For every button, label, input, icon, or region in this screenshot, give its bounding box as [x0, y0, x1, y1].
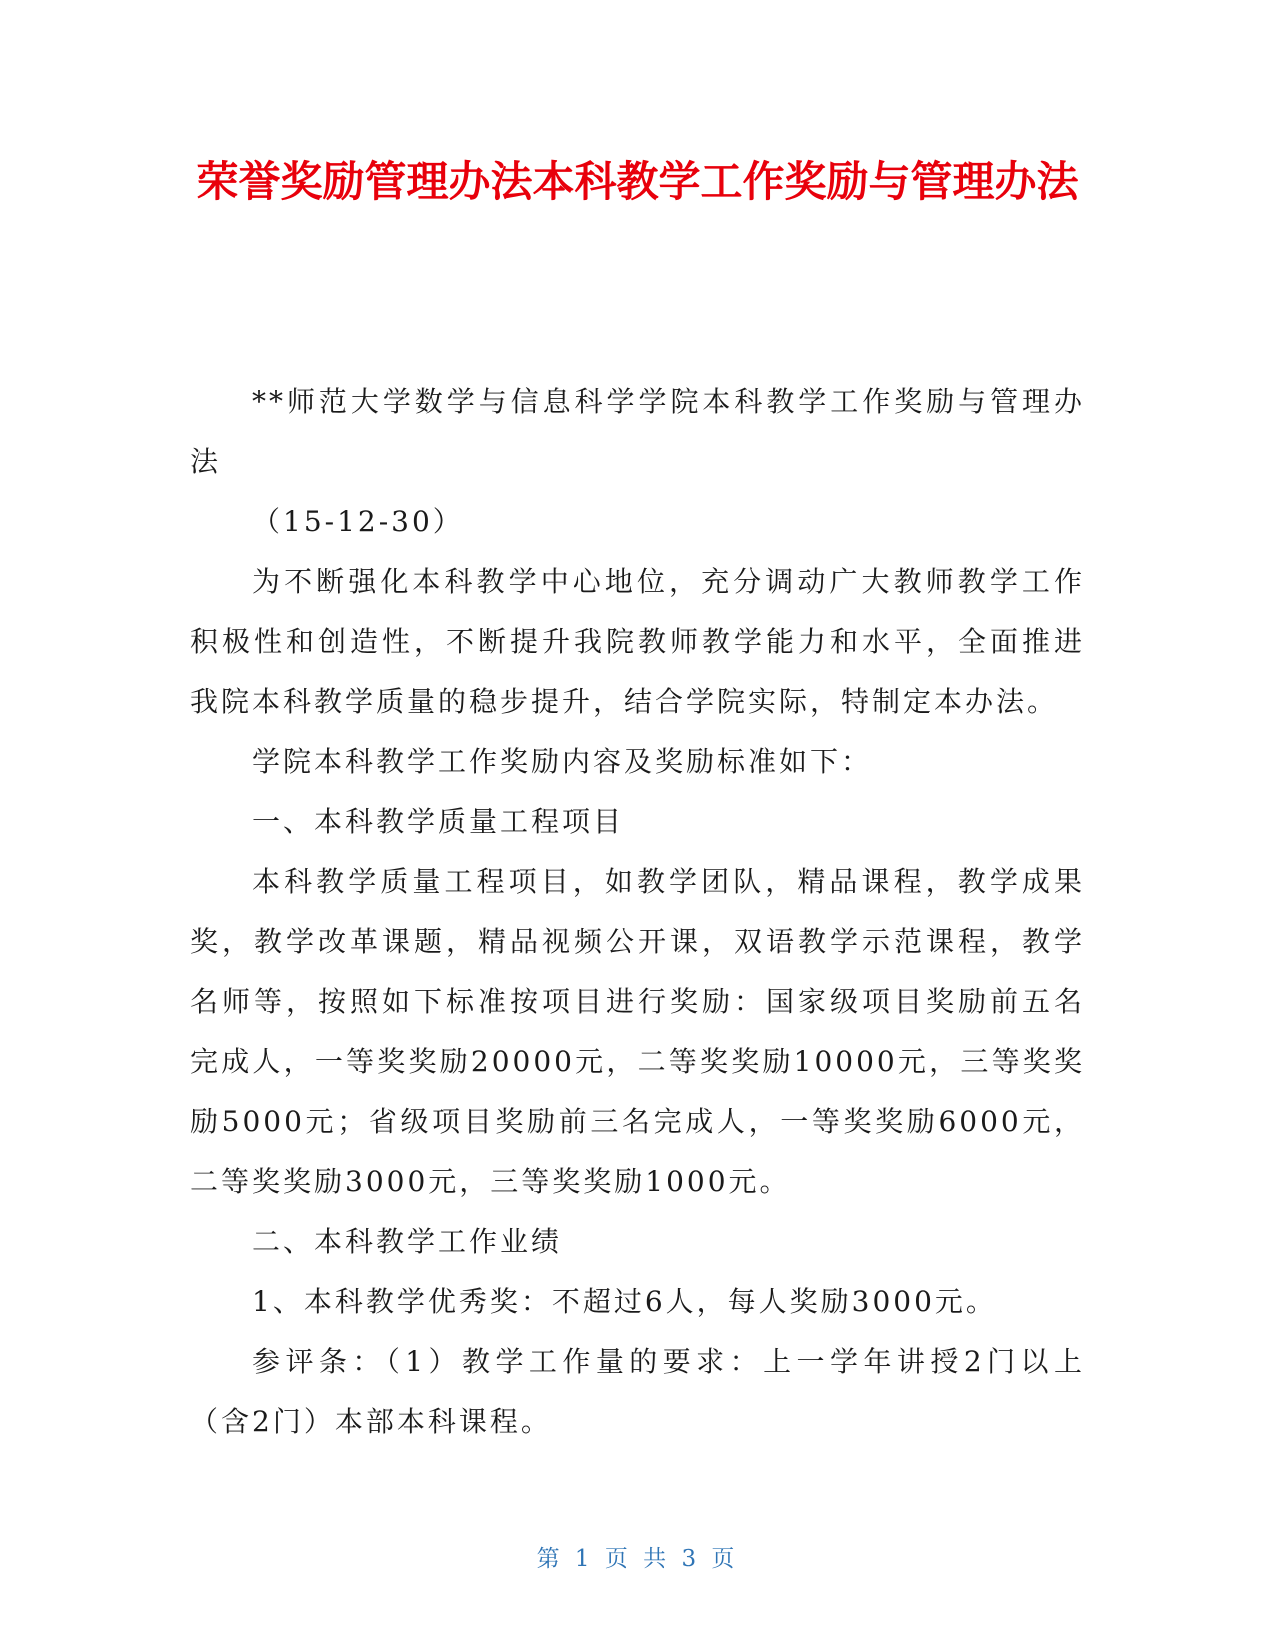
footer-prefix: 第 [536, 1546, 564, 1572]
quality-project-paragraph: 本科教学质量工程项目，如教学团队，精品课程，教学成果奖，教学改革课题，精品视频公开课，双语教学示范课程，教学名师等，按照如下标准按项目进行奖励：国家级项目奖励前五名完成人，一等奖奖励20000元，二等奖奖励10000元，三等奖奖励5000元；省级项目奖励前三名完成人，一等奖奖励6000元，二等奖奖励3000元，三等奖奖励1000元。 [190, 865, 1085, 1198]
subtitle-paragraph: **师范大学数学与信息科学学院本科教学工作奖励与管理办法 [190, 385, 1085, 478]
page-footer [0, 1540, 1275, 1573]
date-paragraph: （15-12-30） [252, 505, 464, 538]
section-heading-2: 二、本科教学工作业绩 [252, 1225, 563, 1258]
excellence-award-paragraph: 1、本科教学优秀奖：不超过6人，每人奖励3000元。 [252, 1285, 997, 1318]
document-title: 荣誉奖励管理办法本科教学工作奖励与管理办法 [196, 157, 1079, 206]
document-body [190, 372, 1085, 1452]
current-page-number: 1 [574, 1546, 594, 1572]
footer-mid: 页 共 [604, 1546, 671, 1572]
footer-suffix: 页 [711, 1546, 739, 1572]
standards-intro-paragraph: 学院本科教学工作奖励内容及奖励标准如下： [252, 745, 873, 778]
intro-paragraph: 为不断强化本科教学中心地位，充分调动广大教师教学工作积极性和创造性，不断提升我院教师教学能力和水平，全面推进我院本科教学质量的稳步提升，结合学院实际，特制定本办法。 [190, 565, 1085, 718]
eligibility-paragraph: 参评条：（1）教学工作量的要求：上一学年讲授2门以上（含2门）本部本科课程。 [190, 1345, 1085, 1438]
total-pages-number: 3 [681, 1546, 701, 1572]
section-heading-1: 一、本科教学质量工程项目 [252, 805, 625, 838]
